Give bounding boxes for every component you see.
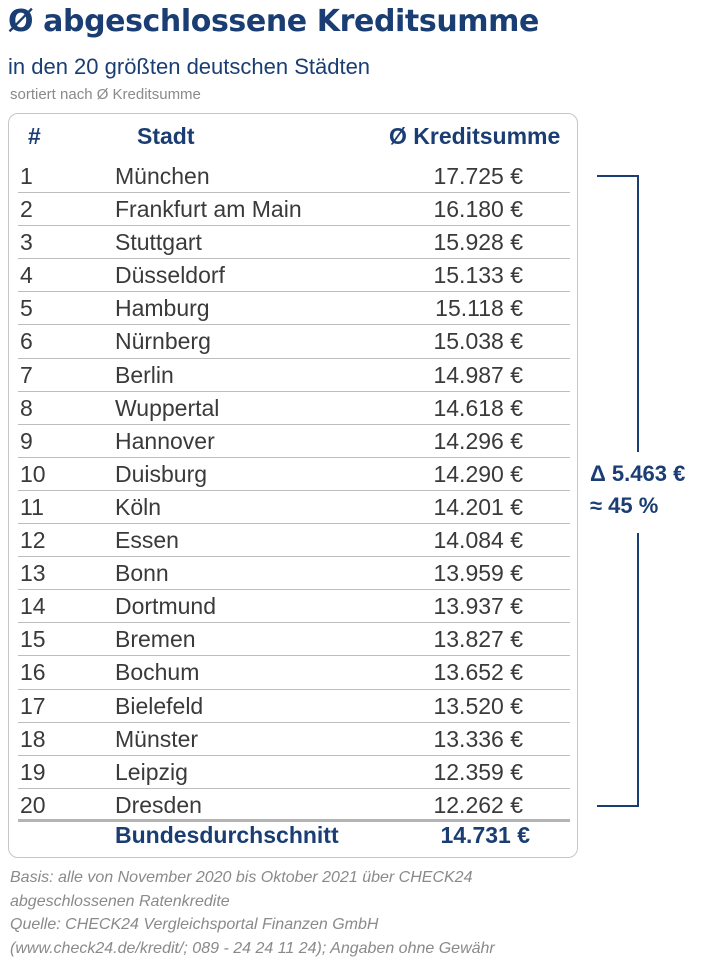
city-cell: München bbox=[115, 163, 210, 189]
city-cell: Leipzig bbox=[115, 758, 188, 785]
city-cell: Wuppertal bbox=[115, 394, 220, 421]
rank-cell: 3 bbox=[20, 229, 33, 256]
rank-cell: 6 bbox=[20, 328, 33, 355]
rank-cell: 15 bbox=[20, 626, 46, 653]
amount-cell: 13.652 € bbox=[433, 659, 523, 686]
column-header-rank: # bbox=[28, 123, 41, 149]
footer-line: Basis: alle von November 2020 bis Oktober 2021 über CHECK24 bbox=[10, 869, 473, 886]
table-row bbox=[0, 193, 710, 226]
amount-cell: 17.725 € bbox=[433, 163, 523, 189]
amount-cell: 14.290 € bbox=[433, 460, 523, 487]
city-cell: Bielefeld bbox=[115, 692, 204, 719]
chart-subtitle: in den 20 größten deutschen Städten bbox=[8, 54, 371, 79]
city-cell: Essen bbox=[115, 527, 179, 554]
amount-cell: 13.827 € bbox=[433, 626, 523, 653]
table-row bbox=[0, 557, 710, 590]
rank-cell: 13 bbox=[20, 560, 46, 587]
city-cell: Dresden bbox=[115, 791, 202, 818]
city-cell: Frankfurt am Main bbox=[115, 196, 302, 223]
source-footer bbox=[10, 866, 495, 960]
city-cell: Hamburg bbox=[115, 295, 210, 322]
table-row bbox=[0, 756, 710, 789]
amount-cell: 14.618 € bbox=[433, 394, 523, 421]
table-row bbox=[0, 325, 710, 358]
city-cell: Bochum bbox=[115, 659, 200, 686]
bracket-lower-line bbox=[637, 533, 639, 807]
city-cell: Berlin bbox=[115, 361, 174, 388]
city-cell: Düsseldorf bbox=[115, 262, 225, 289]
column-header-amount: Ø Kreditsumme bbox=[389, 123, 561, 149]
rank-cell: 18 bbox=[20, 725, 46, 752]
table-row bbox=[0, 723, 710, 756]
city-cell: Münster bbox=[115, 725, 199, 752]
amount-cell: 14.296 € bbox=[433, 427, 523, 454]
footer-line: Quelle: CHECK24 Vergleichsportal Finanzen GmbH bbox=[10, 916, 379, 933]
amount-cell: 13.336 € bbox=[433, 725, 523, 752]
amount-cell: 13.520 € bbox=[433, 692, 523, 719]
amount-cell: 12.359 € bbox=[433, 758, 523, 785]
table-row bbox=[0, 359, 710, 392]
amount-cell: 16.180 € bbox=[433, 196, 523, 223]
bracket-bottom-tick bbox=[597, 805, 639, 807]
city-cell: Köln bbox=[115, 493, 162, 520]
delta-percent: ≈ 45 % bbox=[590, 493, 659, 518]
table-row bbox=[0, 392, 710, 425]
table-row bbox=[0, 292, 710, 325]
bracket-top-tick bbox=[597, 175, 639, 177]
chart-title: Ø abgeschlossene Kreditsumme bbox=[8, 4, 539, 39]
rank-cell: 10 bbox=[20, 460, 46, 487]
rank-cell: 1 bbox=[20, 163, 33, 189]
table-row bbox=[0, 259, 710, 292]
amount-cell: 14.084 € bbox=[433, 527, 523, 554]
amount-cell: 15.928 € bbox=[433, 229, 523, 256]
footer-line: (www.check24.de/kredit/; 089 - 24 24 11 24); Angaben ohne Gewähr bbox=[10, 939, 495, 957]
table-row bbox=[0, 690, 710, 723]
rank-cell: 7 bbox=[20, 361, 33, 388]
rank-cell: 19 bbox=[20, 758, 46, 785]
range-annotation bbox=[590, 458, 685, 522]
rank-cell: 20 bbox=[20, 791, 46, 818]
amount-cell: 14.987 € bbox=[433, 361, 523, 388]
city-cell: Stuttgart bbox=[115, 229, 202, 256]
table-row bbox=[0, 524, 710, 557]
city-cell: Nürnberg bbox=[115, 328, 211, 355]
table-row bbox=[0, 425, 710, 458]
amount-cell: 14.201 € bbox=[433, 493, 523, 520]
footer-line: abgeschlossenen Ratenkredite bbox=[10, 892, 230, 910]
rank-cell: 4 bbox=[20, 262, 33, 289]
bracket-upper-line bbox=[637, 175, 639, 452]
amount-cell: 15.038 € bbox=[433, 328, 523, 355]
city-cell: Bremen bbox=[115, 626, 196, 653]
city-cell: Hannover bbox=[115, 427, 215, 454]
amount-cell: 13.959 € bbox=[433, 560, 523, 587]
sort-note: sortiert nach Ø Kreditsumme bbox=[10, 86, 201, 103]
table-row bbox=[0, 623, 710, 656]
amount-cell: 13.937 € bbox=[433, 593, 523, 620]
rank-cell: 9 bbox=[20, 427, 33, 454]
rank-cell: 11 bbox=[20, 493, 44, 520]
rank-cell: 17 bbox=[20, 692, 46, 719]
city-cell: Duisburg bbox=[115, 460, 208, 487]
table-row bbox=[0, 656, 710, 689]
amount-cell: 12.262 € bbox=[433, 791, 523, 818]
city-cell: Dortmund bbox=[115, 593, 216, 620]
column-header-city: Stadt bbox=[137, 123, 195, 149]
amount-cell: 15.118 € bbox=[435, 295, 523, 322]
table-row bbox=[0, 226, 710, 259]
rank-cell: 12 bbox=[20, 527, 46, 554]
table-row bbox=[0, 590, 710, 623]
average-value: 14.731 € bbox=[440, 822, 530, 848]
average-label: Bundesdurchschnitt bbox=[115, 822, 339, 848]
city-cell: Bonn bbox=[115, 560, 169, 587]
rank-cell: 5 bbox=[20, 295, 33, 322]
delta-value: Δ 5.463 € bbox=[590, 461, 686, 486]
rank-cell: 16 bbox=[20, 659, 46, 686]
rank-cell: 8 bbox=[20, 394, 33, 421]
rank-cell: 2 bbox=[20, 196, 33, 223]
amount-cell: 15.133 € bbox=[433, 262, 523, 289]
rank-cell: 14 bbox=[20, 593, 46, 620]
